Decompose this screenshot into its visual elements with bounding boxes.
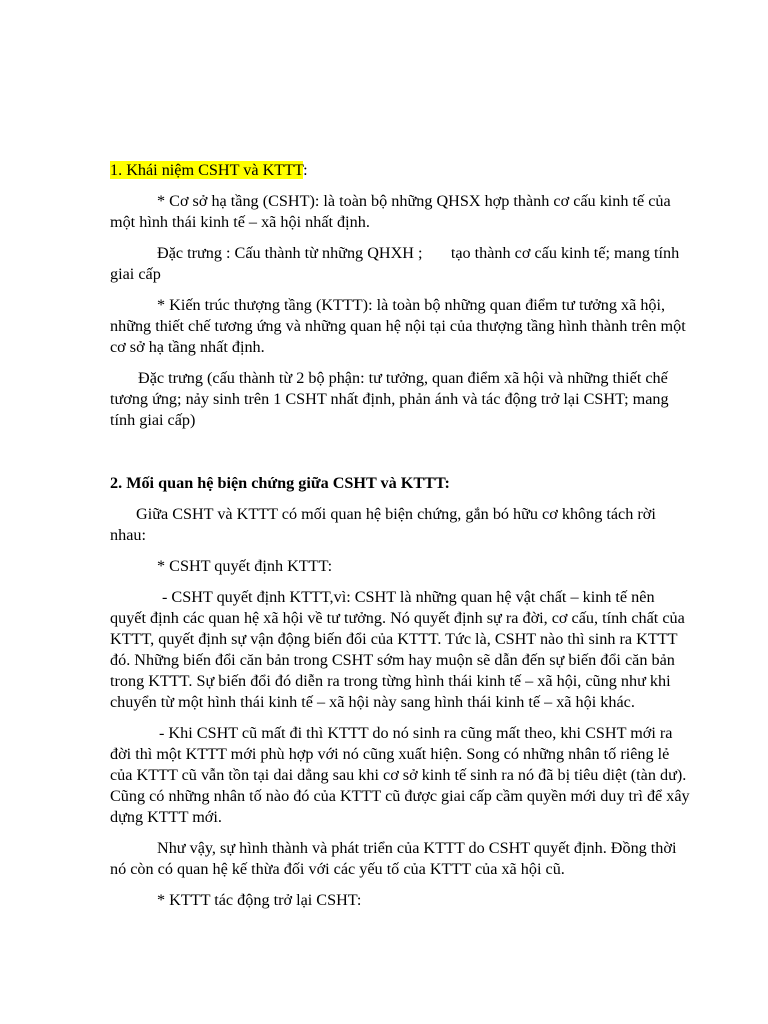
section-1-title-highlight: 1. Khái niệm CSHT và KTTT <box>110 161 304 179</box>
paragraph-conclusion: Như vậy, sự hình thành và phát triển của KTTT do CSHT quyết định. Đồng thời nó còn có quan hệ kế thừa đối với các yếu tố của KTTT của xã hội cũ. <box>110 839 677 878</box>
paragraph-csht-definition: * Cơ sở hạ tầng (CSHT): là toàn bộ những QHSX hợp thành cơ cấu kinh tế của một hình thái kinh tế – xã hội nhất định. <box>110 192 671 231</box>
section-1-heading <box>110 160 690 181</box>
paragraph-kttt-impact-heading: * KTTT tác động trở lại CSHT: <box>157 891 362 909</box>
section-2-heading: 2. Mối quan hệ biện chứng giữa CSHT và KTTT: <box>110 474 450 492</box>
paragraph-kttt-definition: * Kiến trúc thượng tầng (KTTT): là toàn bộ những quan điểm tư tưởng xã hội, những thiết chế tương ứng và những quan hệ nội tại của thượng tầng hình thành trên một cơ sở hạ tầng nhất định. <box>110 296 686 356</box>
paragraph-old-csht-disappears: - Khi CSHT cũ mất đi thì KTTT do nó sinh ra cũng mất theo, khi CSHT mới ra đời thì một KTTT mới phù hợp với nó cũng xuất hiện. Song có những nhân tố riêng lẻ của KTTT cũ vẫn tồn tại dai dẳng sau khi cơ sở kinh tế sinh ra nó đã bị tiêu diệt (tàn dư). Cũng có những nhân tố nào đó của KTTT cũ được giai cấp cầm quyền mới duy trì để xây dựng KTTT mới. <box>110 724 690 826</box>
paragraph-csht-features: Đặc trưng : Cấu thành từ những QHXH ; tạo thành cơ cấu kinh tế; mang tính giai cấp <box>110 244 684 283</box>
paragraph-kttt-features: Đặc trưng (cấu thành từ 2 bộ phận: tư tưởng, quan điểm xã hội và những thiết chế tương ứng; nảy sinh trên 1 CSHT nhất định, phản ánh và tác động trở lại CSHT; mang tính giai cấp) <box>110 369 669 429</box>
paragraph-csht-decides-heading: * CSHT quyết định KTTT: <box>157 557 333 575</box>
document-body <box>110 160 690 921</box>
paragraph-csht-decides-detail: - CSHT quyết định KTTT,vì: CSHT là những quan hệ vật chất – kinh tế nên quyết định các quan hệ xã hội về tư tưởng. Nó quyết định sự ra đời, cơ cấu, tính chất của KTTT, quyết định sự vận động biến đổi của KTTT. Tức là, CSHT nào thì sinh ra KTTT đó. Những biến đổi căn bản trong CSHT sớm hay muộn sẽ dẫn đến sự biến đổi căn bản trong KTTT. Sự biến đổi đó diễn ra trong từng hình thái kinh tế – xã hội, cũng như khi chuyển từ một hình thái kinh tế – xã hội này sang hình thái kinh tế – xã hội khác. <box>110 588 685 711</box>
section-1-title-colon: : <box>303 161 308 179</box>
paragraph-relation-intro: Giữa CSHT và KTTT có mối quan hệ biện chứng, gắn bó hữu cơ không tách rời nhau: <box>110 505 656 544</box>
